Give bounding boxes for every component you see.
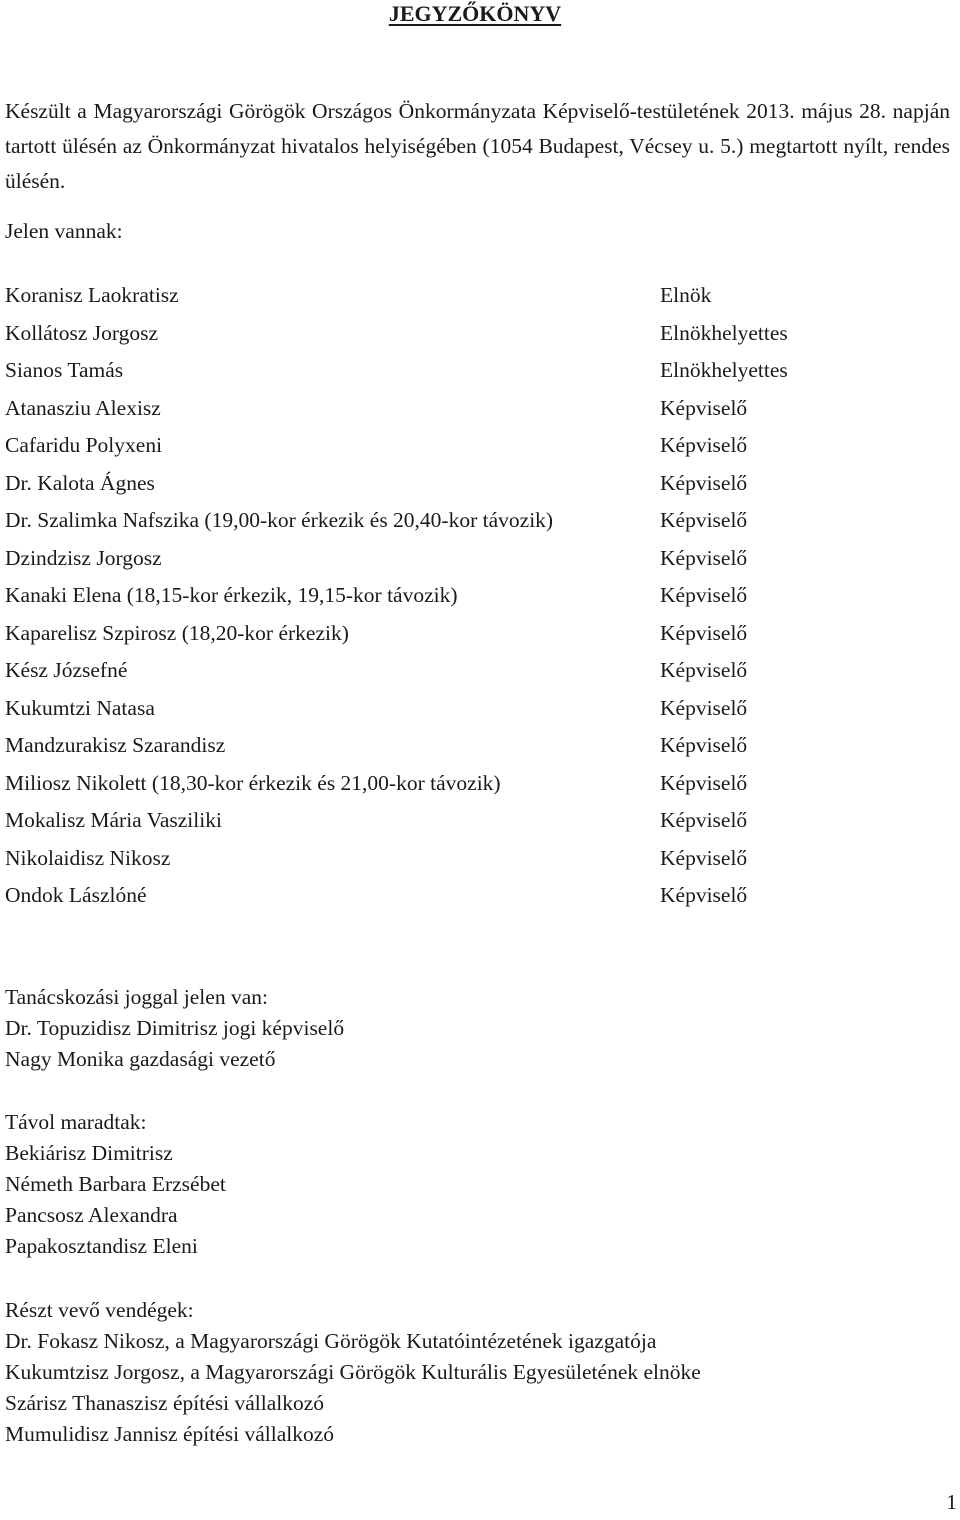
attendee-row bbox=[5, 393, 905, 431]
attendee-role: Képviselő bbox=[660, 470, 748, 495]
absent-line: Németh Barbara Erzsébet bbox=[5, 1172, 226, 1196]
attendee-name: Ondok Lászlóné bbox=[5, 883, 147, 907]
attendee-name: Mandzurakisz Szarandisz bbox=[5, 733, 226, 757]
attendee-name: Kukumtzi Natasa bbox=[5, 695, 155, 720]
guest-line: Dr. Fokasz Nikosz, a Magyarországi Görögök Kutatóintézetének igazgatója bbox=[5, 1329, 657, 1353]
attendee-row bbox=[5, 843, 905, 881]
attendee-row bbox=[5, 430, 905, 468]
attendee-role: Képviselő bbox=[660, 883, 748, 907]
absent-line: Bekiárisz Dimitrisz bbox=[5, 1141, 173, 1165]
advisory-line: Dr. Topuzidisz Dimitrisz jogi képviselő bbox=[5, 1016, 345, 1040]
attendee-name: Kész Józsefné bbox=[5, 658, 128, 682]
attendee-role: Elnökhelyettes bbox=[660, 320, 788, 345]
attendee-row bbox=[5, 618, 905, 656]
attendee-name: Miliosz Nikolett (18,30-kor érkezik és 21,00-kor távozik) bbox=[5, 770, 501, 795]
attendee-name: Koranisz Laokratisz bbox=[5, 283, 179, 307]
attendee-row bbox=[5, 280, 905, 318]
guests-label: Részt vevő vendégek: bbox=[5, 1298, 194, 1322]
attendee-role: Képviselő bbox=[660, 395, 748, 420]
attendee-role: Képviselő bbox=[660, 808, 748, 832]
attendee-role: Képviselő bbox=[660, 733, 748, 757]
attendee-role: Képviselő bbox=[660, 508, 748, 532]
attendee-role: Képviselő bbox=[660, 845, 748, 870]
attendee-role: Elnökhelyettes bbox=[660, 358, 788, 382]
attendee-name: Cafaridu Polyxeni bbox=[5, 433, 163, 457]
attendee-name: Kollátosz Jorgosz bbox=[5, 320, 159, 345]
attendee-row bbox=[5, 693, 905, 731]
absent-line: Pancsosz Alexandra bbox=[5, 1203, 178, 1227]
attendee-name: Nikolaidisz Nikosz bbox=[5, 845, 171, 870]
guest-line: Kukumtzisz Jorgosz, a Magyarországi Görögök Kulturális Egyesületének elnöke bbox=[5, 1360, 701, 1384]
attendee-row bbox=[5, 355, 905, 393]
attendee-row bbox=[5, 730, 905, 768]
attendee-name: Dr. Szalimka Nafszika (19,00-kor érkezik és 20,40-kor távozik) bbox=[5, 508, 554, 532]
attendee-row bbox=[5, 505, 905, 543]
advisory-section bbox=[5, 985, 950, 1078]
present-label: Jelen vannak: bbox=[5, 219, 123, 243]
page-title: JEGYZŐKÖNYV bbox=[388, 1, 562, 26]
attendee-role: Képviselő bbox=[660, 658, 748, 682]
attendee-role: Képviselő bbox=[660, 583, 748, 607]
attendee-name: Dzindzisz Jorgosz bbox=[5, 545, 162, 570]
attendee-name: Kaparelisz Szpirosz (18,20-kor érkezik) bbox=[5, 620, 349, 645]
intro-paragraph: Készült a Magyarországi Görögök Országos Önkormányzata Képviselő-testületének 2013. május 28. napján tartott ülésén az Önkormányzat hivatalos helyiségében (1054 Budapest, Vécsey u. 5.) megtartott nyílt, rendes ülésén. bbox=[5, 99, 950, 193]
attendee-role: Képviselő bbox=[660, 545, 748, 570]
attendee-row bbox=[5, 880, 905, 918]
attendee-name: Sianos Tamás bbox=[5, 358, 124, 382]
attendee-role: Képviselő bbox=[660, 770, 748, 795]
attendee-name: Kanaki Elena (18,15-kor érkezik, 19,15-kor távozik) bbox=[5, 583, 458, 607]
attendee-row bbox=[5, 768, 905, 806]
absent-section bbox=[5, 1110, 950, 1265]
attendee-name: Mokalisz Mária Vasziliki bbox=[5, 808, 222, 832]
absent-line: Papakosztandisz Eleni bbox=[5, 1234, 198, 1258]
guest-line: Szárisz Thanaszisz építési vállalkozó bbox=[5, 1391, 325, 1415]
page-number: 1 bbox=[946, 1490, 957, 1514]
advisory-label: Tanácskozási joggal jelen van: bbox=[5, 985, 268, 1009]
advisory-line: Nagy Monika gazdasági vezető bbox=[5, 1047, 276, 1071]
absent-label: Távol maradtak: bbox=[5, 1110, 147, 1134]
attendee-row bbox=[5, 543, 905, 581]
attendee-list bbox=[5, 280, 905, 918]
attendee-row bbox=[5, 655, 905, 693]
attendee-role: Képviselő bbox=[660, 695, 748, 720]
attendee-row bbox=[5, 805, 905, 843]
attendee-row bbox=[5, 468, 905, 506]
attendee-role: Képviselő bbox=[660, 620, 748, 645]
attendee-role: Elnök bbox=[660, 283, 712, 307]
attendee-name: Atanasziu Alexisz bbox=[5, 395, 161, 420]
attendee-row bbox=[5, 580, 905, 618]
attendee-role: Képviselő bbox=[660, 433, 748, 457]
guests-section bbox=[5, 1298, 950, 1453]
guest-line: Mumulidisz Jannisz építési vállalkozó bbox=[5, 1422, 335, 1446]
attendee-row bbox=[5, 318, 905, 356]
attendee-name: Dr. Kalota Ágnes bbox=[5, 470, 155, 495]
